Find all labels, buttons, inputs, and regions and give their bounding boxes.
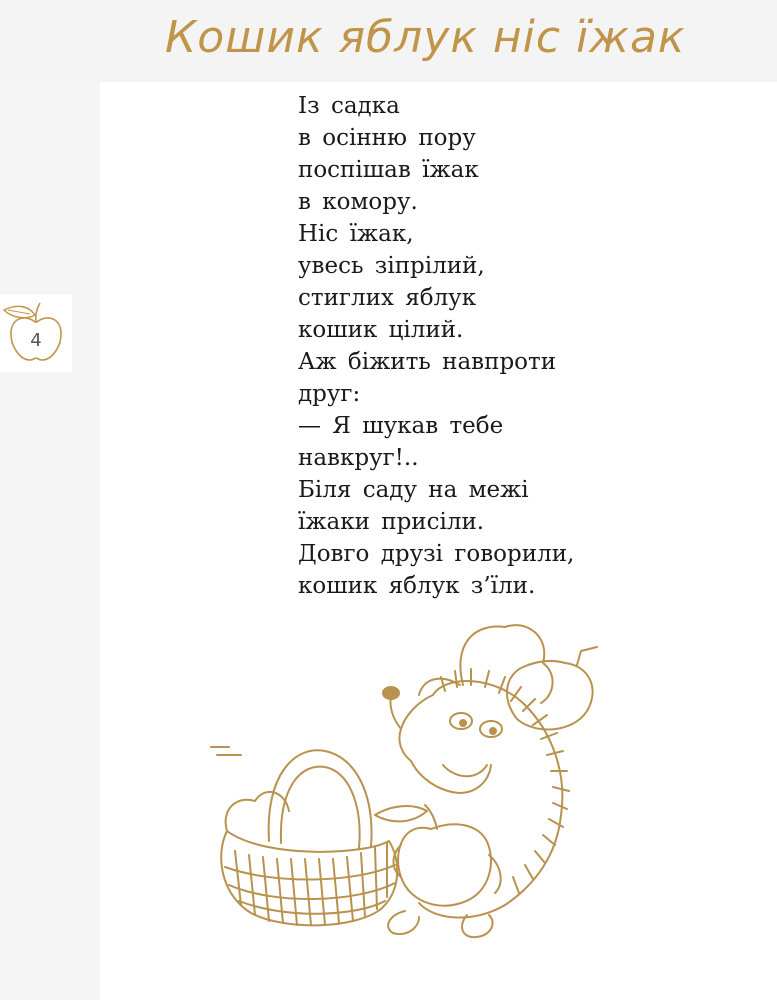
poem-line: стиглих яблук	[298, 285, 477, 311]
poem-line: Довго друзі говорили,	[298, 541, 575, 567]
poem-line: Із садка	[298, 93, 400, 119]
poem-line: Біля саду на межі	[298, 477, 529, 503]
poem-line: в осінню пору	[298, 125, 476, 151]
held-apple	[398, 824, 491, 905]
poem-line: в комору.	[298, 189, 418, 215]
poem-line: Аж біжить навпроти	[298, 349, 557, 375]
poem-line: кошик цілий.	[298, 317, 464, 343]
poem-line: кошик яблук з’їли.	[298, 573, 536, 599]
poem-line: їжаки присіли.	[298, 509, 485, 535]
page-title: Кошик яблук ніс їжак	[165, 12, 686, 63]
poem-line: увесь зіпрілий,	[298, 253, 485, 279]
hedgehog-with-basket-illustration	[205, 615, 605, 945]
poem-line: навкруг!..	[298, 445, 419, 471]
poem-line: — Я шукав тебе	[298, 413, 504, 439]
poem-line: друг:	[298, 381, 361, 407]
hedgehog-body	[419, 681, 562, 917]
poem-line: Ніс їжак,	[298, 221, 414, 247]
poem-line: поспішав їжак	[298, 157, 479, 183]
header-band	[0, 0, 777, 82]
poem-text	[298, 90, 574, 602]
page-number: 4	[30, 330, 42, 351]
